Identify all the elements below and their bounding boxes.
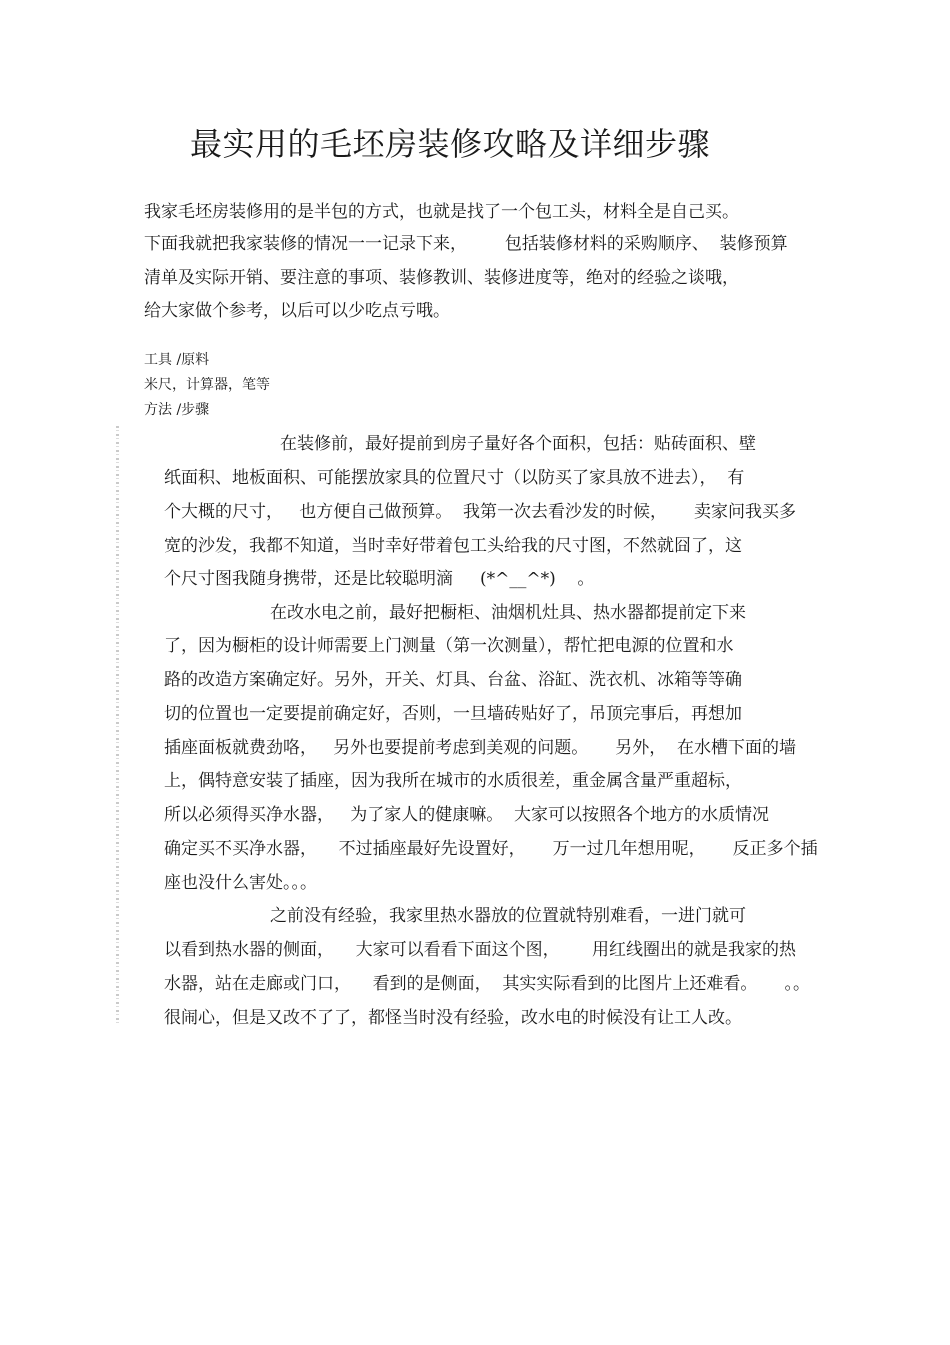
document-title: 最实用的毛坯房装修攻略及详细步骤 — [189, 125, 710, 163]
paragraph-line: 确定买不买净水器， 不过插座最好先设置好， 万一过几年想用呢， 反正多个插 — [164, 839, 818, 859]
paragraph-line: 很闹心，但是又改不了了，都怪当时没有经验，改水电的时候没有让工人改。 — [164, 1008, 742, 1028]
paragraph-line: 在改水电之前，最好把橱柜、油烟机灶具、热水器都提前定下来 — [270, 603, 746, 623]
paragraph-line: 所以必须得买净水器， 为了家人的健康嘛。 大家可以按照各个地方的水质情况 — [164, 805, 770, 825]
paragraph-line: 座也没什么害处。。。 — [164, 873, 317, 893]
paragraph-line: 个大概的尺寸， 也方便自己做预算。 我第一次去看沙发的时候， 卖家问我买多 — [164, 502, 797, 522]
paragraph-line: 宽的沙发，我都不知道，当时幸好带着包工头给我的尺寸图，不然就囧了，这 — [164, 536, 742, 556]
paragraph-line: 切的位置也一定要提前确定好，否则，一旦墙砖贴好了，吊顶完事后，再想加 — [164, 704, 742, 724]
steps-heading: 方法 /步骤 — [144, 402, 210, 418]
paragraph-line: 以看到热水器的侧面， 大家可以看看下面这个图， 用红线圈出的就是我家的热 — [164, 940, 797, 960]
paragraph-line: 在装修前，最好提前到房子量好各个面积，包括：贴砖面积、壁 — [280, 434, 756, 454]
paragraph-line: 之前没有经验，我家里热水器放的位置就特别难看，一进门就可 — [270, 906, 746, 926]
tools-list: 米尺，计算器，笔等 — [144, 377, 270, 393]
tools-heading: 工具 /原料 — [144, 352, 210, 368]
intro-line: 清单及实际开销、要注意的事项、装修教训、装修进度等，绝对的经验之谈哦， — [144, 268, 739, 288]
paragraph-line: 水器，站在走廊或门口， 看到的是侧面， 其实实际看到的比图片上还难看。 。。 — [164, 974, 810, 994]
intro-line: 我家毛坯房装修用的是半包的方式，也就是找了一个包工头，材料全是自己买。 — [144, 202, 739, 222]
intro-line: 下面我就把我家装修的情况一一记录下来， 包括装修材料的采购顺序、 装修预算 — [144, 234, 788, 254]
paragraph-line: 插座面板就费劲咯， 另外也要提前考虑到美观的问题。 另外， 在水槽下面的墙 — [164, 738, 797, 758]
paragraph-line: 上，偶特意安装了插座，因为我所在城市的水质很差，重金属含量严重超标， — [164, 771, 742, 791]
paragraph-line: 路的改造方案确定好。另外，开关、灯具、台盆、浴缸、洗衣机、冰箱等等确 — [164, 670, 742, 690]
intro-line: 给大家做个参考，以后可以少吃点亏哦。 — [144, 301, 450, 321]
margin-dotted-rule — [116, 426, 119, 1026]
paragraph-line: 了，因为橱柜的设计师需要上门测量（第一次测量），帮忙把电源的位置和水 — [164, 636, 734, 656]
paragraph-line: 纸面积、地板面积、可能摆放家具的位置尺寸（以防买了家具放不进去）， 有 — [164, 468, 745, 488]
paragraph-line: 个尺寸图我随身携带，还是比较聪明滴 (*^__^*) 。 — [164, 569, 595, 589]
